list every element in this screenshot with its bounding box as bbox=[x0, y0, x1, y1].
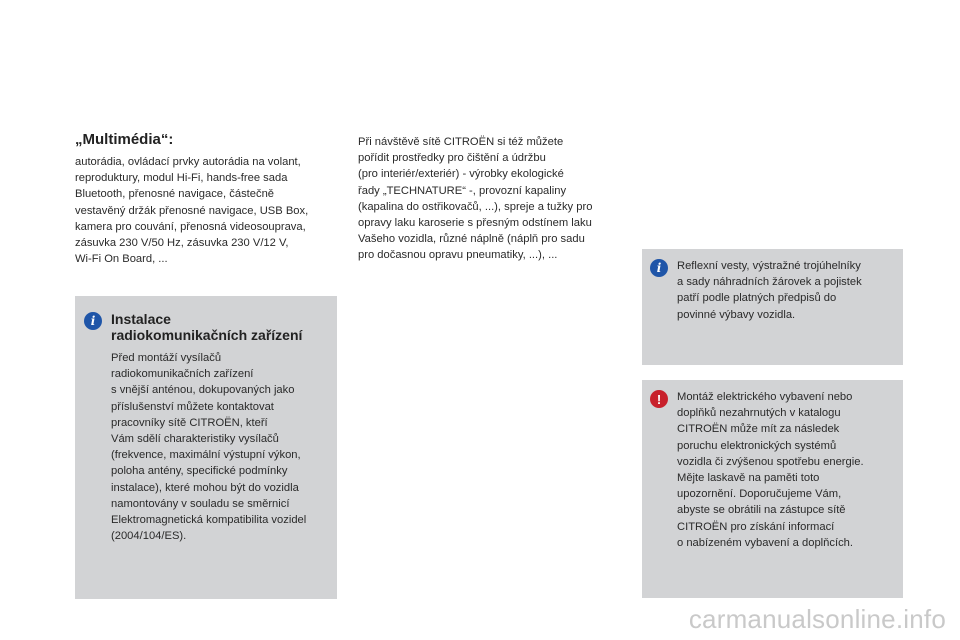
title-line: Instalace bbox=[111, 311, 171, 327]
text-line: CITROËN pro získání informací bbox=[677, 520, 835, 533]
safety-equipment-info-box bbox=[642, 249, 903, 365]
text-line: Před montáží vysílačů bbox=[111, 352, 222, 364]
multimedia-heading: „Multimédia“: bbox=[75, 131, 174, 148]
text-line: reproduktury, modul Hi-Fi, hands-free sada bbox=[75, 172, 288, 185]
text-line: příslušenství můžete kontaktovat bbox=[111, 400, 274, 413]
text-line: CITROËN může mít za následek bbox=[677, 423, 840, 436]
text-line: Bluetooth, přenosné navigace, částečně bbox=[75, 188, 275, 201]
text-line: Mějte laskavě na paměti toto bbox=[677, 472, 820, 485]
text-line: patří podle platných předpisů do bbox=[677, 292, 837, 305]
watermark: carmanualsonline.info bbox=[688, 604, 946, 634]
text-line: (frekvence, maximální výstupní výkon, bbox=[111, 449, 301, 462]
text-line: a sady náhradních žárovek a pojistek bbox=[677, 276, 862, 289]
text-line: namontovány v souladu se směrnicí bbox=[111, 497, 290, 510]
text-line: povinné výbavy vozidla. bbox=[677, 308, 796, 321]
info-icon: i bbox=[84, 312, 102, 330]
text-line: autorádia, ovládací prvky autorádia na volant, bbox=[75, 156, 301, 168]
text-line: Wi-Fi On Board, ... bbox=[75, 253, 168, 266]
text-line: pro dočasnou opravu pneumatiky, ...), ... bbox=[358, 249, 558, 262]
text-line: Montáž elektrického vybavení nebo bbox=[677, 391, 853, 403]
text-line: doplňků nezahrnutých v katalogu bbox=[677, 407, 841, 420]
text-line: poloha antény, specifické podmínky bbox=[111, 465, 288, 478]
installation-text bbox=[111, 350, 306, 544]
text-line: radiokomunikačních zařízení bbox=[111, 368, 254, 381]
text-line: vozidla či zvýšenou spotřebu energie. bbox=[677, 455, 864, 468]
accessories-paragraph bbox=[358, 134, 628, 264]
text-line: Reflexní vesty, výstražné trojúhelníky bbox=[677, 260, 861, 272]
text-line: instalace), které mohou být do vozidla bbox=[111, 481, 299, 494]
text-line: zásuvka 230 V/50 Hz, zásuvka 230 V/12 V, bbox=[75, 237, 289, 250]
text-line: opravy laku karoserie s přesným odstínem laku bbox=[358, 217, 592, 230]
text-line: (pro interiér/exteriér) - výrobky ekologické bbox=[358, 168, 564, 181]
electrical-warning-text bbox=[677, 389, 864, 551]
text-line: abyste se obrátili na zástupce sítě bbox=[677, 504, 846, 517]
text-line: o nabízeném vybavení a doplňcích. bbox=[677, 536, 854, 549]
text-line: Vašeho vozidla, různé náplně (náplň pro sadu bbox=[358, 233, 585, 246]
text-line: Elektromagnetická kompatibilita vozidel bbox=[111, 514, 307, 527]
multimedia-paragraph bbox=[75, 154, 340, 267]
title-line: radiokomunikačních zařízení bbox=[111, 327, 303, 343]
text-line: (kapalina do ostřikovačů, ...), spreje a tužky pro bbox=[358, 200, 593, 213]
text-line: kamera pro couvání, přenosná videosouprava, bbox=[75, 220, 306, 233]
warning-icon: ! bbox=[650, 390, 668, 408]
safety-equipment-text bbox=[677, 258, 862, 323]
text-line: pořídit prostředky pro čištění a údržbu bbox=[358, 152, 546, 165]
text-line: řady „TECHNATURE“ -, provozní kapaliny bbox=[358, 184, 567, 197]
text-line: vestavěný držák přenosné navigace, USB Box, bbox=[75, 204, 309, 217]
text-line: s vnější anténou, dokupovaných jako bbox=[111, 384, 295, 397]
text-line: poruchu elektronických systémů bbox=[677, 439, 837, 452]
text-line: upozornění. Doporučujeme Vám, bbox=[677, 488, 842, 501]
text-line: Při návštěvě sítě CITROËN si též můžete bbox=[358, 136, 564, 148]
text-line: pracovníky sítě CITROËN, kteří bbox=[111, 416, 268, 429]
installation-info-box bbox=[75, 296, 337, 599]
text-line: Vám sdělí charakteristiky vysílačů bbox=[111, 433, 279, 446]
installation-title bbox=[111, 311, 302, 343]
electrical-warning-box bbox=[642, 380, 903, 598]
text-line: (2004/104/ES). bbox=[111, 530, 187, 543]
info-icon: i bbox=[650, 259, 668, 277]
